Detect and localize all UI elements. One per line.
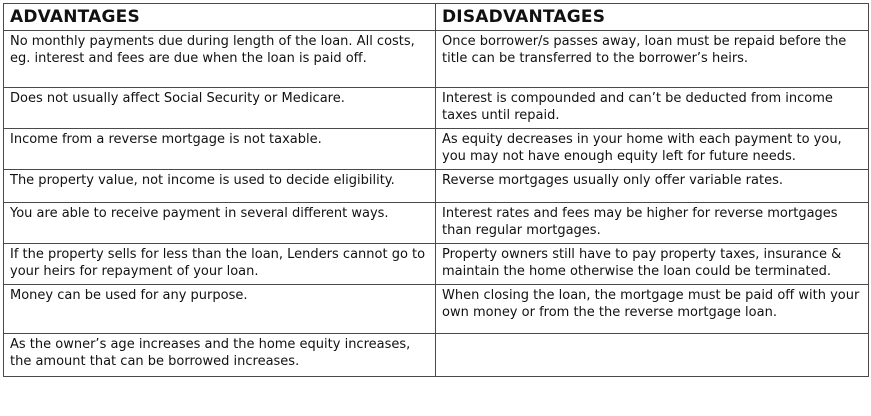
table-row xyxy=(4,88,869,129)
table-row xyxy=(4,285,869,334)
table-row xyxy=(4,203,869,244)
header-disadvantages: DISADVANTAGES xyxy=(436,4,869,31)
table-row xyxy=(4,244,869,285)
advantage-cell: If the property sells for less than the loan, Lenders cannot go to your heirs for repayment of your loan. xyxy=(4,244,436,285)
disadvantage-cell xyxy=(436,334,869,377)
advantage-cell: Does not usually affect Social Security or Medicare. xyxy=(4,88,436,129)
table-row xyxy=(4,31,869,88)
advantage-cell: Money can be used for any purpose. xyxy=(4,285,436,334)
disadvantage-cell: Interest is compounded and can’t be deducted from income taxes until repaid. xyxy=(436,88,869,129)
advantage-cell: As the owner’s age increases and the home equity increases, the amount that can be borrowed increases. xyxy=(4,334,436,377)
disadvantage-cell: As equity decreases in your home with each payment to you, you may not have enough equity left for future needs. xyxy=(436,129,869,170)
advantages-disadvantages-table xyxy=(3,3,869,377)
table-row xyxy=(4,170,869,203)
disadvantage-cell: Interest rates and fees may be higher for reverse mortgages than regular mortgages. xyxy=(436,203,869,244)
header-advantages: ADVANTAGES xyxy=(4,4,436,31)
advantage-cell: Income from a reverse mortgage is not taxable. xyxy=(4,129,436,170)
table-header-row xyxy=(4,4,869,31)
table-row xyxy=(4,334,869,377)
advantage-cell: No monthly payments due during length of the loan. All costs, eg. interest and fees are due when the loan is paid off. xyxy=(4,31,436,88)
advantage-cell: The property value, not income is used to decide eligibility. xyxy=(4,170,436,203)
table-row xyxy=(4,129,869,170)
disadvantage-cell: Once borrower/s passes away, loan must be repaid before the title can be transferred to the borrower’s heirs. xyxy=(436,31,869,88)
disadvantage-cell: Property owners still have to pay property taxes, insurance & maintain the home otherwise the loan could be terminated. xyxy=(436,244,869,285)
comparison-table-container xyxy=(3,3,868,377)
disadvantage-cell: When closing the loan, the mortgage must be paid off with your own money or from the the reverse mortgage loan. xyxy=(436,285,869,334)
advantage-cell: You are able to receive payment in several different ways. xyxy=(4,203,436,244)
disadvantage-cell: Reverse mortgages usually only offer variable rates. xyxy=(436,170,869,203)
